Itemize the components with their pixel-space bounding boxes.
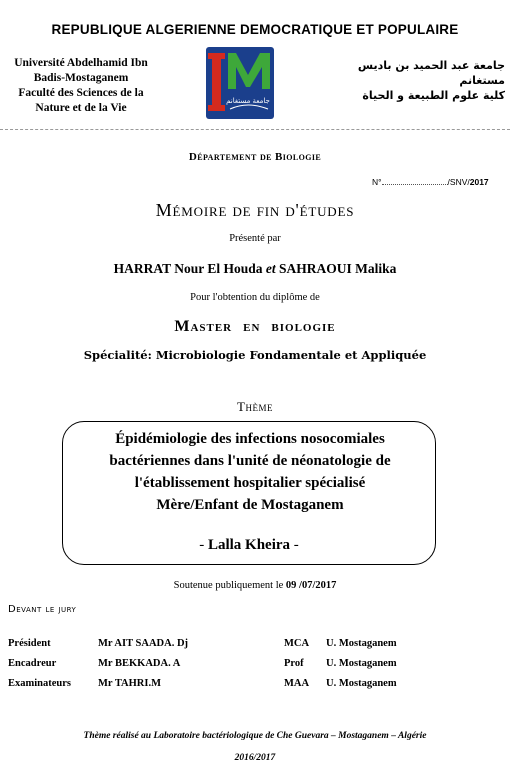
presented-by: Présenté par (229, 233, 281, 244)
obtention-text: Pour l'obtention du diplôme de (190, 292, 320, 303)
footer-year: 2016/2017 (234, 753, 276, 763)
jury-institution: U. Mostaganem (326, 658, 397, 669)
theme-subtitle (62, 537, 436, 554)
number-prefix: N° (372, 177, 382, 187)
number-year: 2017 (469, 177, 489, 187)
number-suffix: /SNV/ (447, 177, 470, 187)
theme-title (70, 428, 430, 516)
theme-title-line: Mère/Enfant de Mostaganem (156, 497, 344, 513)
university-ar-line: جامعة عبد الحميد بن باديس (357, 59, 505, 72)
authors (0, 261, 510, 277)
university-fr-line: Faculté des Sciences de la (18, 87, 144, 99)
degree: Master en biologie (174, 318, 336, 335)
defense-date (0, 580, 510, 591)
theme-title-line: bactériennes dans l'unité de néonatologie de (109, 453, 391, 469)
defense-text: Soutenue publiquement le (173, 580, 286, 591)
jury-row (0, 658, 510, 674)
jury-role: Examinateurs (8, 678, 71, 689)
university-fr-line: Université Abdelhamid Ibn (14, 57, 148, 69)
university-fr-line: Badis-Mostaganem (33, 72, 129, 84)
subtitle-dash: - (199, 537, 208, 553)
logo-caption: جامعة مستغانم (226, 97, 270, 105)
jury-name: Mr BEKKADA. A (98, 658, 181, 669)
jury-grade: MAA (284, 678, 310, 689)
reference-number (372, 176, 489, 187)
university-ar-line: كلية علوم الطبيعة و الحياة (362, 89, 505, 102)
university-logo-icon (204, 45, 276, 121)
jury-row (0, 638, 510, 654)
number-blank (382, 176, 448, 185)
jury-institution: U. Mostaganem (326, 638, 397, 649)
subtitle-text: Lalla Kheira (207, 537, 291, 553)
jury-role: Encadreur (8, 658, 57, 669)
author-second: SAHRAOUI Malika (279, 261, 397, 276)
footer-lab: Thème réalisé au Laboratoire bactériologique de Che Guevara – Mostaganem – Algérie (83, 731, 427, 741)
subtitle-dash: - (290, 537, 299, 553)
university-ar-line: مستغانم (459, 74, 505, 87)
theme-title-line: l'établissement hospitalier spécialisé (134, 475, 366, 491)
author-first: HARRAT Nour El Houda (113, 261, 263, 276)
author-conjunction: et (265, 261, 276, 276)
university-name-ar (330, 58, 505, 103)
speciality: Spécialité: Microbiologie Fondamentale et Appliquée (83, 348, 427, 362)
defense-date-value: 09 /07/2017 (285, 580, 337, 591)
jury-grade: MCA (284, 638, 310, 649)
department: Département de Biologie (188, 151, 322, 163)
university-logo-graphic (204, 45, 276, 121)
jury-name: Mr TAHRI.M (98, 678, 161, 689)
university-name-fr (6, 56, 156, 116)
document-title: Mémoire de fin d'études (155, 200, 355, 220)
republic-header: REPUBLIQUE ALGERIENNE DEMOCRATIQUE ET POPULAIRE (51, 22, 459, 37)
header-divider (0, 129, 510, 130)
jury-title: Devant le jury (8, 604, 77, 615)
jury-role: Président (8, 638, 51, 649)
university-fr-line: Nature et de la Vie (35, 102, 127, 114)
jury-name: Mr AIT SAADA. Dj (98, 638, 189, 649)
jury-grade: Prof (284, 658, 304, 669)
jury-institution: U. Mostaganem (326, 678, 397, 689)
theme-title-line: Épidémiologie des infections nosocomiales (115, 431, 385, 447)
theme-label: Thème (237, 399, 273, 414)
jury-row (0, 678, 510, 694)
